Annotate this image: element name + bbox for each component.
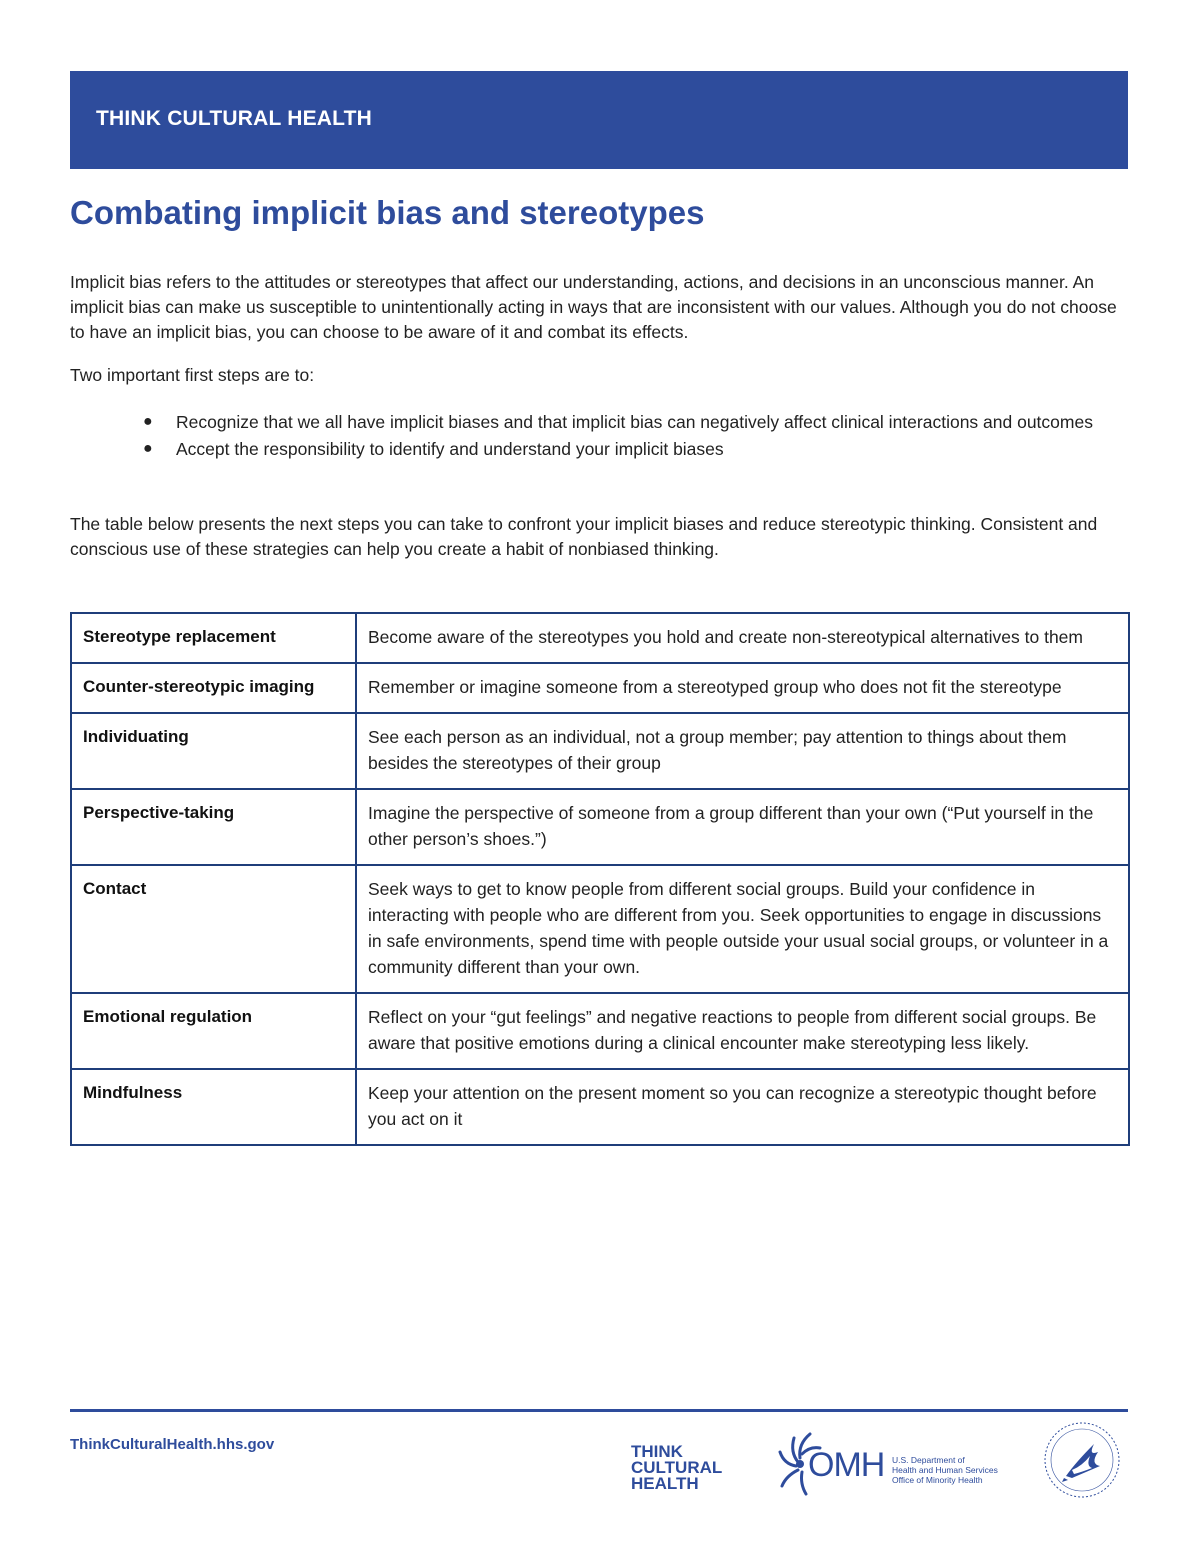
strategies-table bbox=[70, 612, 1130, 1146]
lead-sentence: Two important first steps are to: bbox=[70, 365, 315, 385]
table-row bbox=[71, 713, 1129, 789]
table-row bbox=[71, 1069, 1129, 1145]
list-item-text: Accept the responsibility to identify and understand your implicit biases bbox=[176, 439, 724, 459]
omh-logo bbox=[776, 1424, 1016, 1500]
strategy-term: Stereotype replacement bbox=[71, 613, 356, 663]
bullet-icon: ● bbox=[143, 440, 153, 457]
list-item bbox=[70, 409, 1130, 435]
strategy-term: Mindfulness bbox=[71, 1069, 356, 1145]
table-row bbox=[71, 789, 1129, 865]
think-cultural-health-logo: THINK CULTURAL HEALTH bbox=[631, 1442, 723, 1493]
list-item bbox=[70, 436, 1130, 462]
strategy-description: Keep your attention on the present moment so you can recognize a stereotypic thought before you act on it bbox=[356, 1069, 1129, 1145]
footer-website-link[interactable]: ThinkCulturalHealth.hhs.gov bbox=[70, 1436, 275, 1453]
strategy-description: Reflect on your “gut feelings” and negative reactions to people from different social groups. Be aware that positive emotions during a clinical encounter make stereotyping less likely. bbox=[356, 993, 1129, 1069]
strategy-description: Become aware of the stereotypes you hold and create non-stereotypical alternatives to them bbox=[356, 613, 1129, 663]
list-item-text: Recognize that we all have implicit biases and that implicit bias can negatively affect clinical interactions and outcomes bbox=[176, 412, 1093, 432]
closing-paragraph: The table below presents the next steps you can take to confront your implicit biases and reduce stereotypic thinking. Consistent and conscious use of these strategies can help you create a habit of nonbiased thinking. bbox=[70, 514, 1098, 559]
header-band bbox=[70, 71, 1128, 169]
table-row bbox=[71, 663, 1129, 713]
page-title: Combating implicit bias and stereotypes bbox=[70, 194, 705, 231]
hhs-seal-icon bbox=[1042, 1420, 1122, 1500]
strategy-description: Seek ways to get to know people from different social groups. Build your confidence in interacting with people who are different from you. Seek opportunities to engage in discussions in safe environments, spend time with people outside your usual social groups, or volunteer in a community different than your own. bbox=[356, 865, 1129, 993]
first-steps-list bbox=[70, 409, 1130, 463]
header-brand: THINK CULTURAL HEALTH bbox=[96, 107, 373, 130]
strategy-term: Individuating bbox=[71, 713, 356, 789]
bullet-icon: ● bbox=[143, 413, 153, 430]
strategy-term: Contact bbox=[71, 865, 356, 993]
omh-logo-text: OMH bbox=[808, 1446, 885, 1484]
strategy-term: Emotional regulation bbox=[71, 993, 356, 1069]
strategy-term: Counter-stereotypic imaging bbox=[71, 663, 356, 713]
strategy-description: See each person as an individual, not a group member; pay attention to things about them besides the stereotypes of their group bbox=[356, 713, 1129, 789]
strategy-description: Remember or imagine someone from a stereotyped group who does not fit the stereotype bbox=[356, 663, 1129, 713]
intro-paragraph: Implicit bias refers to the attitudes or stereotypes that affect our understanding, actions, and decisions in an unconscious manner. An implicit bias can make us susceptible to unintentionally acting in ways that are inconsistent with our values. Although you do not choose to have an implicit bias, you can choose to be aware of it and combat its effects. bbox=[70, 272, 1117, 342]
table-row bbox=[71, 613, 1129, 663]
footer-divider bbox=[70, 1409, 1128, 1412]
strategy-term: Perspective-taking bbox=[71, 789, 356, 865]
table-row bbox=[71, 865, 1129, 993]
omh-subtitle: U.S. Department of Health and Human Services Office of Minority Health bbox=[892, 1455, 998, 1485]
table-row bbox=[71, 993, 1129, 1069]
strategy-description: Imagine the perspective of someone from a group different than your own (“Put yourself in the other person’s shoes.”) bbox=[356, 789, 1129, 865]
